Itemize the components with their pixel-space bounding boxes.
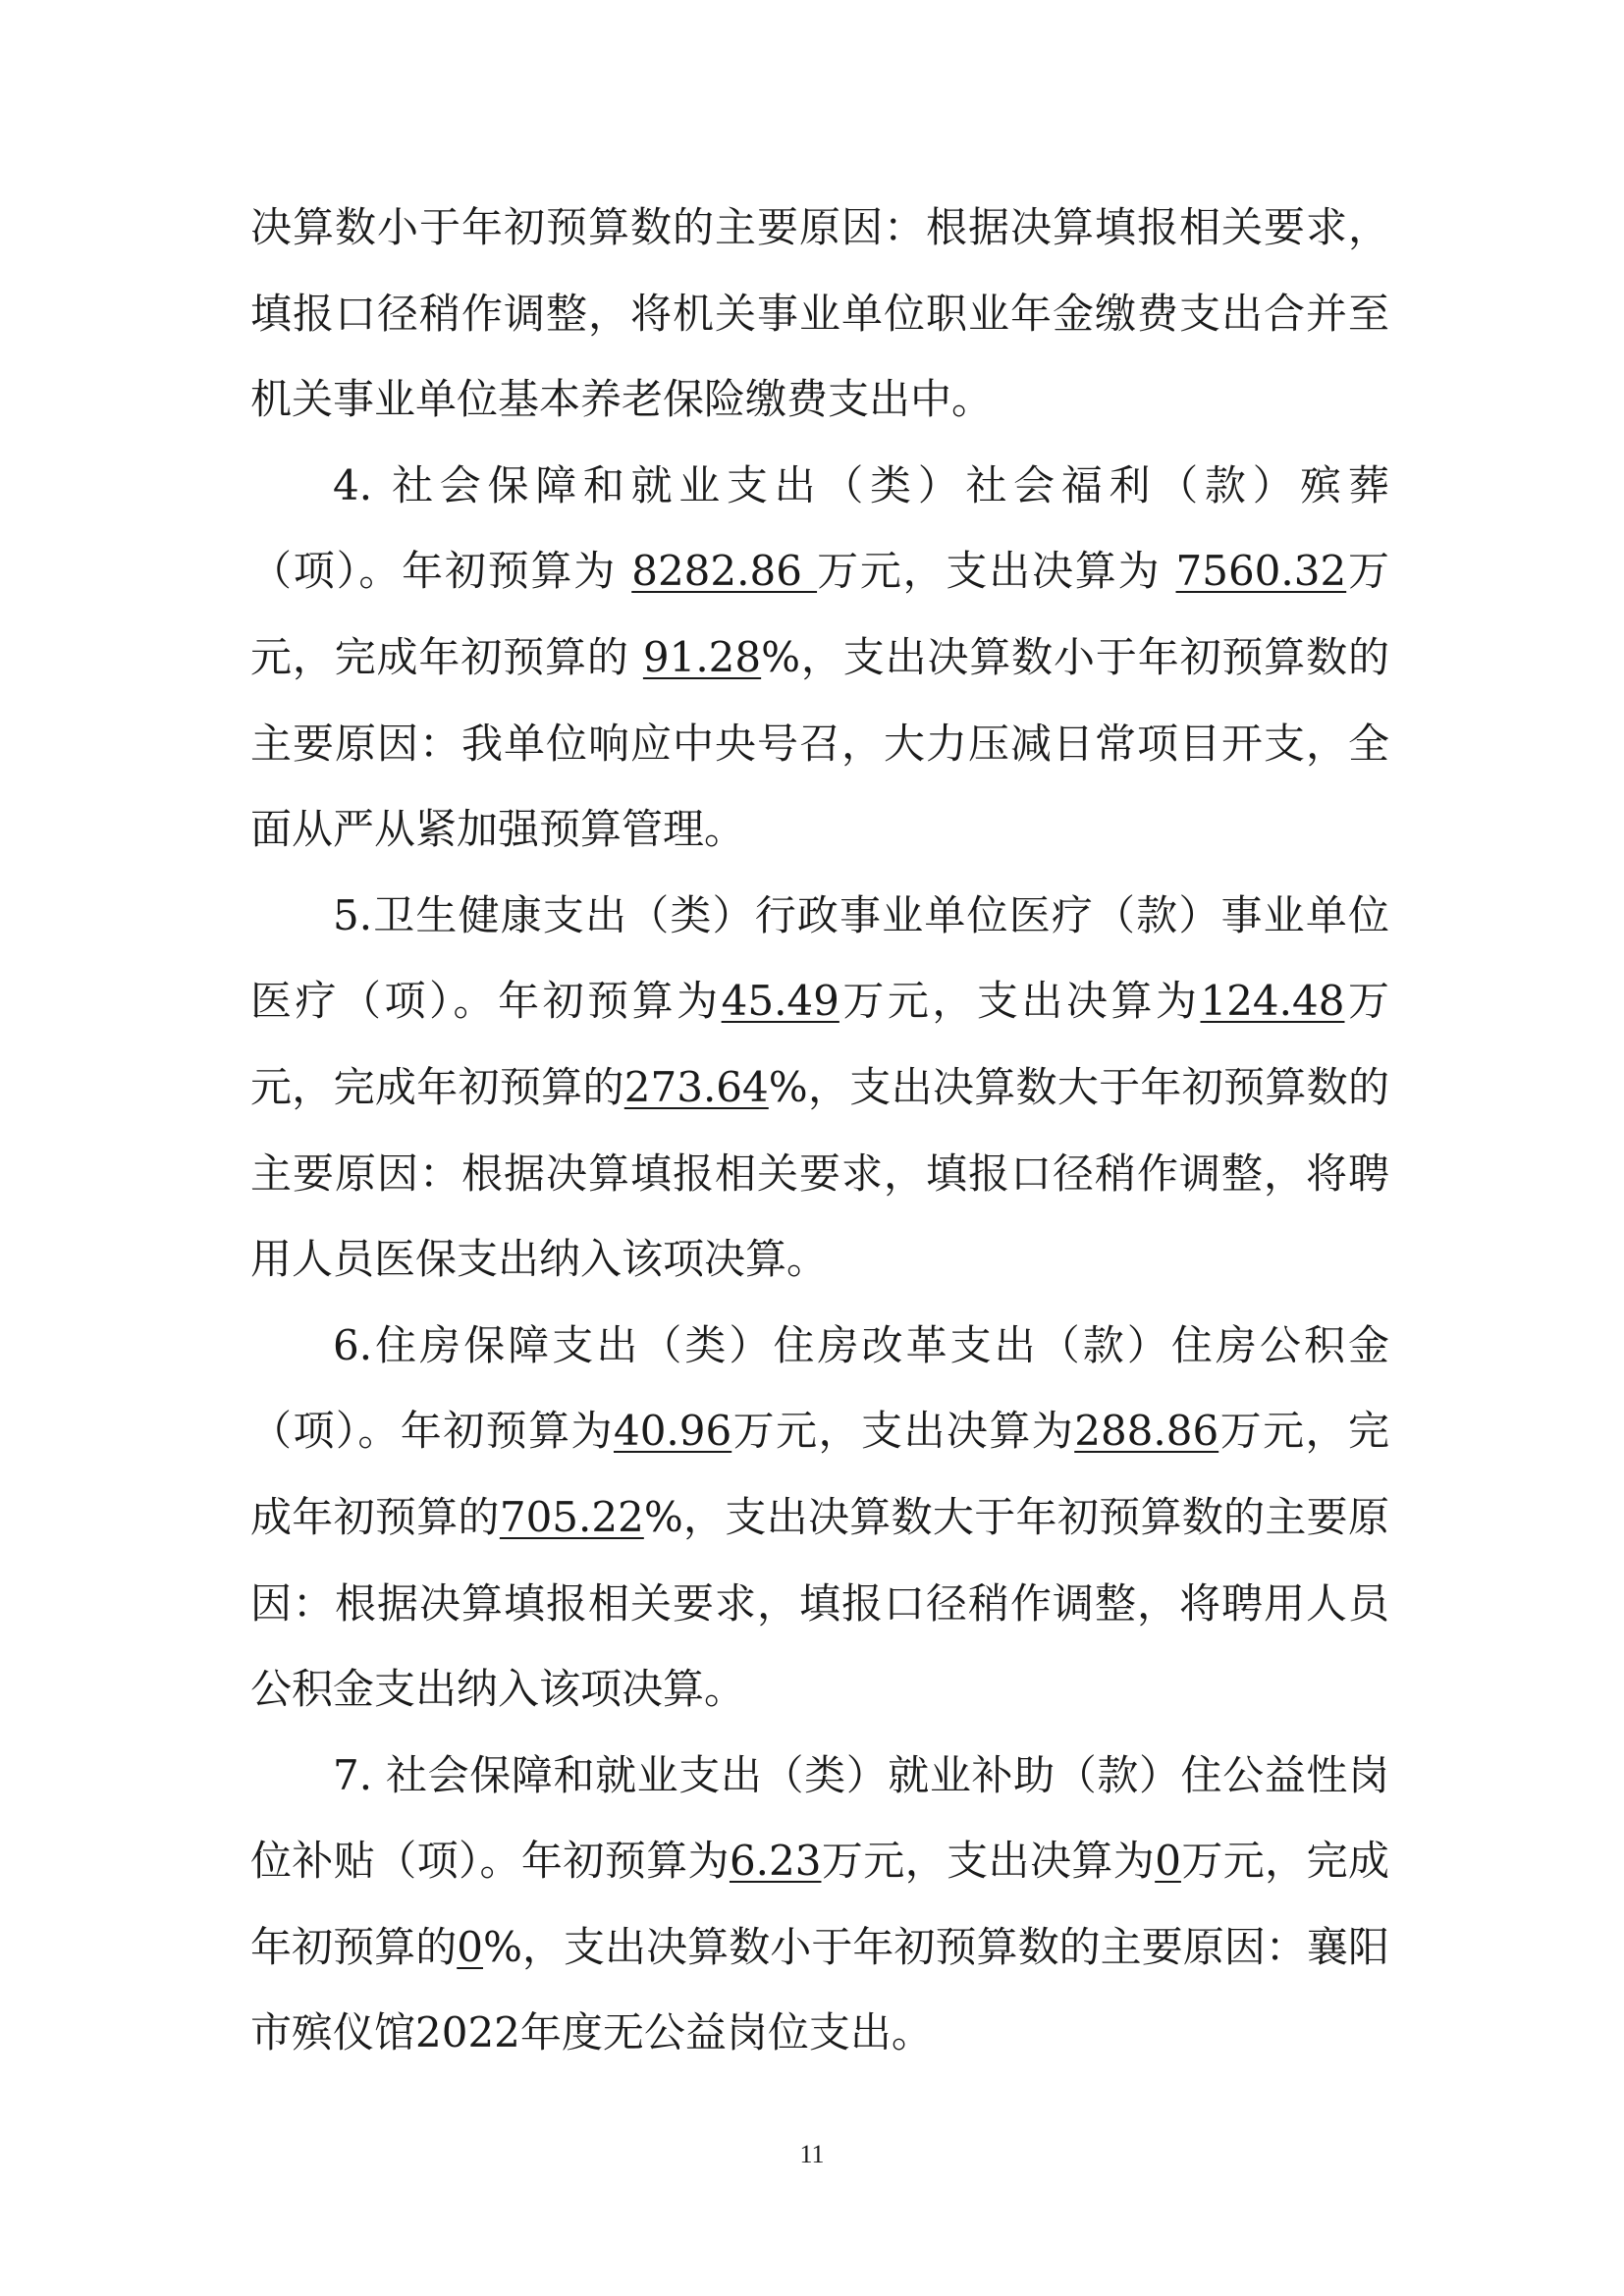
body-text	[250, 185, 1389, 2076]
text-run: 5.卫生健康支出（类）行政事业单位医疗（款）事业单位医疗（项）。年初预算为	[250, 890, 1389, 1026]
paragraph	[250, 1733, 1389, 2076]
underlined-figure: 705.22	[499, 1492, 644, 1541]
underlined-figure: 40.96	[613, 1407, 732, 1456]
text-run: 6.住房保障支出（类）住房改革支出（款）住房公积金（项）。年初预算为	[250, 1320, 1389, 1456]
underlined-figure: 8282.86	[631, 547, 818, 596]
text-run: 万元，完成年初预算的	[250, 977, 1389, 1111]
text-run: %，支出决算数小于年初预算数的主要原因：襄阳市殡仪馆2022年度无公益岗位支出。	[250, 1922, 1389, 2057]
text-run: %，支出决算数大于年初预算数的主要原因：根据决算填报相关要求，填报口径稍作调整，将聘用人员公积金支出纳入该项决算。	[250, 1492, 1389, 1714]
paragraph	[250, 185, 1389, 443]
paragraph	[250, 873, 1389, 1303]
underlined-figure: 124.48	[1200, 977, 1345, 1026]
text-run: %，支出决算数小于年初预算数的主要原因：我单位响应中央号召，大力压减日常项目开支，全面从严从紧加强预算管理。	[250, 632, 1389, 854]
text-run: 万元，完成年初预算的	[250, 1837, 1389, 1971]
underlined-figure: 288.86	[1074, 1407, 1219, 1456]
text-run: 万元，支出决算为	[839, 977, 1201, 1026]
underlined-figure: 273.64	[623, 1062, 769, 1111]
text-run: 万元，支出决算为	[821, 1837, 1156, 1886]
page-number: 11	[799, 2140, 825, 2168]
text-run: 万元，支出决算为	[731, 1407, 1075, 1456]
text-run: 7. 社会保障和就业支出（类）就业补助（款）住公益性岗位补贴（项）。年初预算为	[250, 1750, 1389, 1886]
paragraph	[250, 1303, 1389, 1733]
underlined-figure: 91.28	[642, 632, 762, 681]
text-run: 万元，完成年初预算的	[250, 547, 1389, 681]
text-run: 万元，完成年初预算的	[250, 1407, 1389, 1541]
underlined-figure: 0	[457, 1922, 483, 1971]
underlined-figure: 45.49	[721, 977, 839, 1026]
text-run: 万元，支出决算为	[817, 547, 1176, 596]
underlined-figure: 7560.32	[1175, 547, 1347, 596]
underlined-figure: 0	[1155, 1837, 1181, 1886]
paragraph	[250, 443, 1389, 873]
text-run: 4. 社会保障和就业支出（类）社会福利（款）殡葬（项）。年初预算为	[250, 460, 1389, 596]
underlined-figure: 6.23	[729, 1837, 822, 1886]
text-run: 决算数小于年初预算数的主要原因：根据决算填报相关要求，填报口径稍作调整，将机关事业单位职业年金缴费支出合并至机关事业单位基本养老保险缴费支出中。	[250, 203, 1389, 424]
text-run: %，支出决算数大于年初预算数的主要原因：根据决算填报相关要求，填报口径稍作调整，将聘用人员医保支出纳入该项决算。	[250, 1062, 1389, 1284]
